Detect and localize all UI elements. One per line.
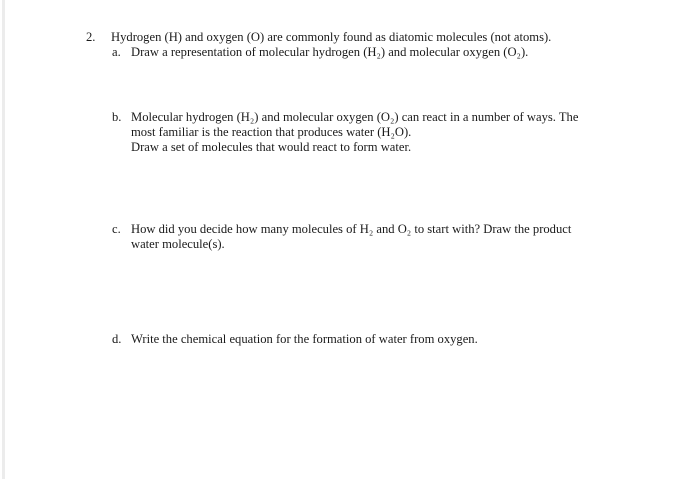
question-number: 2. — [86, 30, 96, 44]
part-a-letter: a. — [112, 45, 121, 59]
question-text: Hydrogen (H) and oxygen (O) are commonly found as diatomic molecules (not atoms). — [111, 30, 552, 44]
part-a-text: Draw a representation of molecular hydrogen (H₂) and molecular oxygen (O₂). — [131, 45, 529, 59]
page-edge-shadow — [2, 0, 5, 479]
part-b-letter: b. — [112, 110, 122, 124]
part-b-line: Molecular hydrogen (H₂) and molecular oxygen (O₂) can react in a number of ways. The — [131, 110, 579, 124]
part-d-text: Write the chemical equation for the formation of water from oxygen. — [131, 332, 478, 346]
part-c-letter: c. — [112, 222, 121, 236]
part-b-line: most familiar is the reaction that produces water (H₂O). — [131, 125, 412, 139]
part-c-line: water molecule(s). — [131, 237, 225, 251]
part-b-line: Draw a set of molecules that would react to form water. — [131, 140, 412, 154]
part-c-line: How did you decide how many molecules of H₂ and O₂ to start with? Draw the product — [131, 222, 572, 236]
part-d-letter: d. — [112, 332, 122, 346]
